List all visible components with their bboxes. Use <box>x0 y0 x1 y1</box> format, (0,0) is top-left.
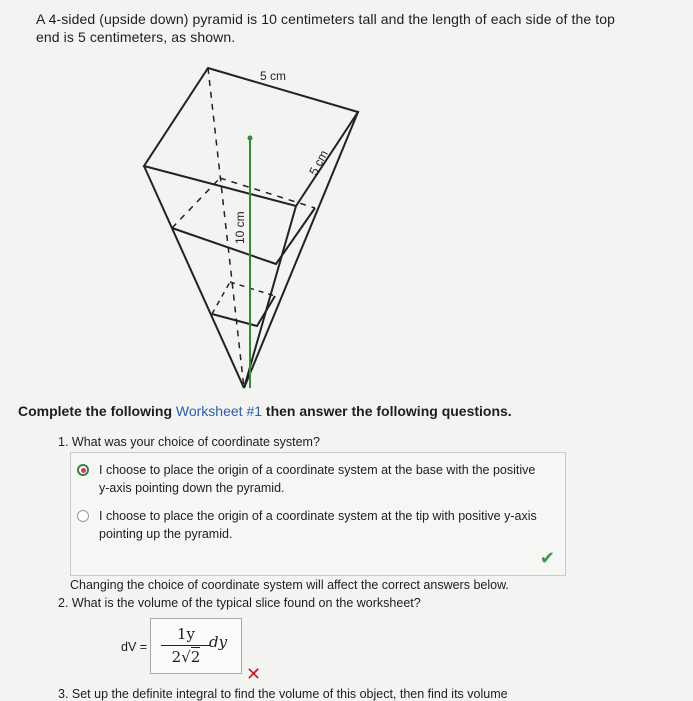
differential: dy <box>209 633 228 651</box>
top-edge-label: 5 cm <box>260 69 287 83</box>
question-1: 1. What was your choice of coordinate system? <box>58 435 320 449</box>
question-2: 2. What is the volume of the typical slice found on the worksheet? <box>58 596 421 610</box>
answer-formula-box[interactable] <box>150 618 242 674</box>
fraction: 1y 2√2 <box>161 625 211 666</box>
worksheet-link[interactable]: Worksheet #1 <box>175 403 263 419</box>
question-3: 3. Set up the definite integral to find the volume of this object, then find its volume <box>58 687 508 701</box>
side-edge-label: 5 cm <box>306 147 331 178</box>
radio-unselected-icon[interactable] <box>77 510 89 522</box>
checkmark-icon: ✔ <box>539 548 555 568</box>
worksheet-heading: Complete the following Worksheet #1 then answer the following questions. <box>18 403 512 419</box>
pyramid-figure <box>120 58 390 398</box>
problem-intro: A 4-sided (upside down) pyramid is 10 centimeters tall and the length of each side of the top end is 5 centimeters, as shown. <box>36 11 615 45</box>
coordinate-note: Changing the choice of coordinate system will affect the correct answers below. <box>70 578 509 592</box>
pyramid-diagram <box>120 58 390 398</box>
x-mark-icon: ✕ <box>246 664 262 684</box>
dv-label: dV = <box>121 640 148 654</box>
coordinate-choice-box: I choose to place the origin of a coordinate system at the base with the positive y-axis pointing down the pyramid. I choose to place the origin of a coordinate system at the tip with positive y-axis pointing up the pyramid. ✔ <box>70 452 566 576</box>
height-label: 10 cm <box>233 211 247 244</box>
radio-selected-icon[interactable] <box>77 464 89 476</box>
